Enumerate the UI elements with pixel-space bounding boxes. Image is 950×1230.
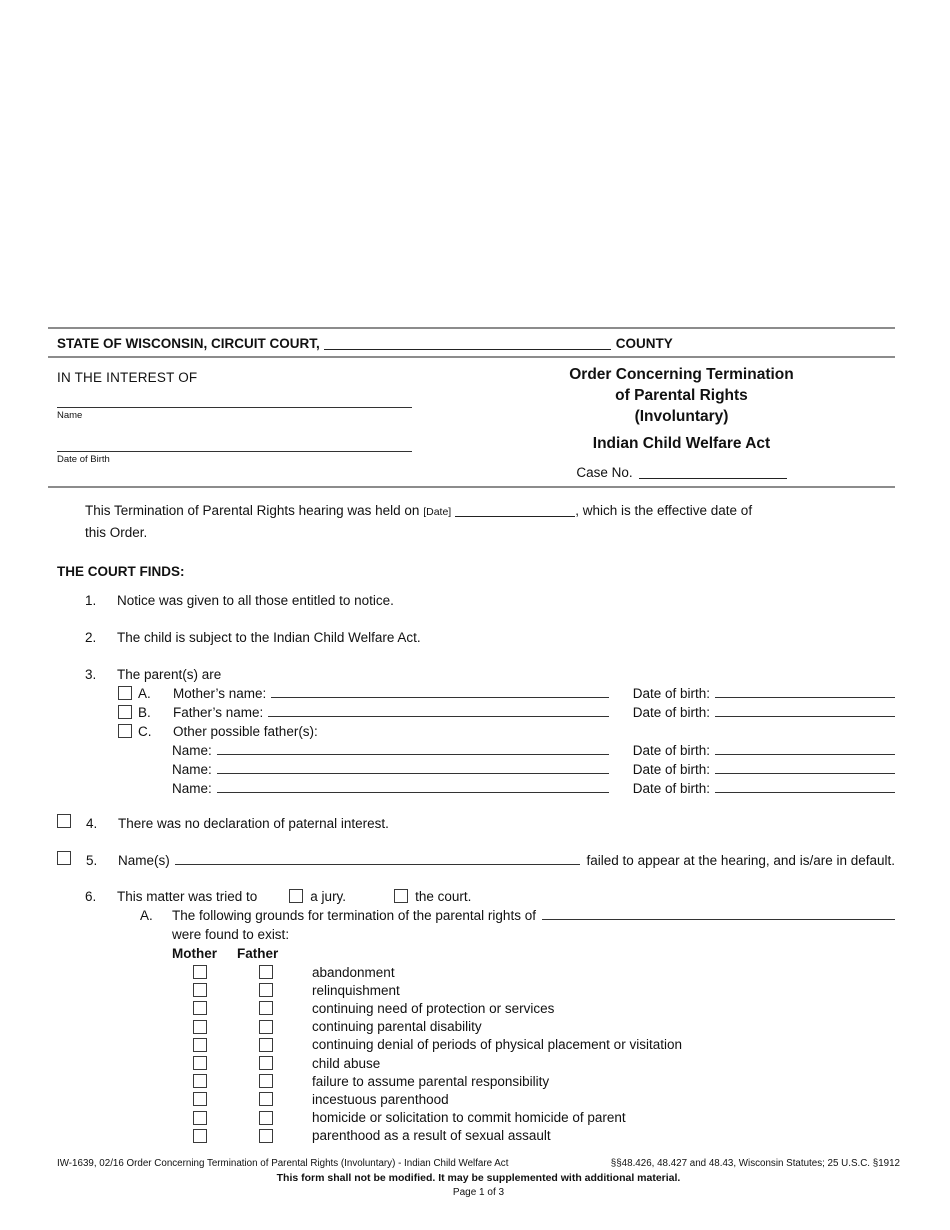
mother-ground-checkbox[interactable] <box>193 1111 207 1125</box>
ground-row-incestuous <box>193 1090 895 1108</box>
mother-ground-checkbox[interactable] <box>193 965 207 979</box>
item-5 <box>48 851 895 870</box>
form-title-line1: Order Concerning Termination <box>569 366 794 383</box>
intro-line2: this Order. <box>85 524 148 540</box>
item-5-prefix: Name(s) <box>118 853 170 868</box>
ground-row-sexual-assault <box>193 1127 895 1145</box>
mother-ground-checkbox[interactable] <box>193 1074 207 1088</box>
item-3-text: The parent(s) are <box>117 667 222 682</box>
item-4 <box>48 814 895 833</box>
state-header <box>48 327 895 358</box>
item-6a-line2: were found to exist: <box>172 927 290 942</box>
item-3 <box>85 665 895 684</box>
other-father-checkbox[interactable] <box>118 724 132 738</box>
mother-checkbox[interactable] <box>118 686 132 700</box>
father-row-letter: B. <box>138 705 151 720</box>
state-header-prefix: STATE OF WISCONSIN, CIRCUIT COURT, <box>57 336 320 351</box>
grounds-parent-line[interactable] <box>542 906 895 920</box>
other-dob-line-3[interactable] <box>715 779 895 793</box>
father-ground-checkbox[interactable] <box>259 1092 273 1106</box>
court-checkbox[interactable] <box>394 889 408 903</box>
footer-citation-row <box>57 1158 900 1169</box>
other-name-line-3[interactable] <box>217 779 609 793</box>
hearing-date-line[interactable] <box>455 503 575 517</box>
ground-label: homicide or solicitation to commit homicide of parent <box>312 1110 626 1126</box>
date-tag: [Date] <box>423 506 452 518</box>
mother-ground-checkbox[interactable] <box>193 1056 207 1070</box>
mother-name-label: Mother’s name: <box>173 686 267 701</box>
ground-row-child-abuse <box>193 1054 895 1072</box>
father-dob-line[interactable] <box>715 703 895 717</box>
other-father-row <box>118 722 895 741</box>
father-checkbox[interactable] <box>118 705 132 719</box>
default-names-line[interactable] <box>175 851 580 865</box>
ground-row-failure-responsibility <box>193 1072 895 1090</box>
footer-statutes: §§48.426, 48.427 and 48.43, Wisconsin Statutes; 25 U.S.C. §1912 <box>610 1158 900 1169</box>
footer-form-id: IW-1639, 02/16 Order Concerning Termination of Parental Rights (Involuntary) - Indian Child Welfare Act <box>57 1158 509 1169</box>
father-ground-checkbox[interactable] <box>259 1038 273 1052</box>
jury-label: a jury. <box>310 889 347 904</box>
ground-row-relinquishment <box>193 981 895 999</box>
item-1 <box>85 591 895 610</box>
footer-note: This form shall not be modified. It may be supplemented with additional material. <box>276 1172 681 1184</box>
other-father-row-letter: C. <box>138 724 152 739</box>
mother-row-letter: A. <box>138 686 151 701</box>
item-5-number: 5. <box>86 853 98 868</box>
dob-sublabel: Date of Birth <box>57 454 110 465</box>
form-title-line2: of Parental Rights <box>615 387 748 404</box>
item-6a-letter: A. <box>140 908 153 923</box>
father-name-label: Father’s name: <box>173 705 264 720</box>
ground-label: continuing denial of periods of physical placement or visitation <box>312 1037 682 1053</box>
item-6a-text: The following grounds for termination of the parental rights of <box>172 908 536 923</box>
mother-ground-checkbox[interactable] <box>193 1001 207 1015</box>
hearing-date-paragraph <box>85 501 885 542</box>
ground-label: child abuse <box>312 1055 381 1071</box>
other-dob-line-1[interactable] <box>715 741 895 755</box>
form-content <box>48 327 895 1145</box>
other-dob-line-2[interactable] <box>715 760 895 774</box>
name-sublabel: Name <box>57 410 83 421</box>
item-6-number: 6. <box>85 889 97 904</box>
other-name-row-3 <box>172 779 895 798</box>
other-dob-label-1: Date of birth: <box>632 743 710 758</box>
mother-name-line[interactable] <box>271 684 608 698</box>
caption-left <box>48 358 468 486</box>
mother-ground-checkbox[interactable] <box>193 1038 207 1052</box>
father-dob-label: Date of birth: <box>632 705 710 720</box>
item-1-number: 1. <box>85 593 97 608</box>
father-ground-checkbox[interactable] <box>259 1074 273 1088</box>
father-ground-checkbox[interactable] <box>259 1001 273 1015</box>
item-5-checkbox[interactable] <box>57 851 71 865</box>
other-name-label: Name: <box>172 762 212 777</box>
item-2-number: 2. <box>85 630 97 645</box>
intro-text-after: , which is the effective date of <box>575 503 753 518</box>
child-name-line[interactable] <box>57 407 412 408</box>
item-4-checkbox[interactable] <box>57 814 71 828</box>
mother-ground-checkbox[interactable] <box>193 1020 207 1034</box>
other-dob-label-2: Date of birth: <box>632 762 710 777</box>
father-column-header: Father <box>237 946 279 961</box>
mother-ground-checkbox[interactable] <box>193 983 207 997</box>
father-ground-checkbox[interactable] <box>259 965 273 979</box>
ground-label: relinquishment <box>312 982 400 998</box>
form-footer <box>57 1158 900 1198</box>
ground-label: continuing need of protection or services <box>312 1000 555 1016</box>
child-dob-line[interactable] <box>57 451 412 452</box>
ground-row-parental-disability <box>193 1018 895 1036</box>
father-ground-checkbox[interactable] <box>259 983 273 997</box>
ground-row-denial-placement <box>193 1036 895 1054</box>
item-4-text: There was no declaration of paternal interest. <box>118 816 389 831</box>
ground-label: incestuous parenthood <box>312 1091 449 1107</box>
mother-ground-checkbox[interactable] <box>193 1129 207 1143</box>
other-name-label: Name: <box>172 781 212 796</box>
item-1-text: Notice was given to all those entitled to notice. <box>117 593 394 608</box>
in-the-interest-of-label: IN THE INTEREST OF <box>57 370 198 385</box>
ground-label: parenthood as a result of sexual assault <box>312 1128 551 1144</box>
mother-dob-label: Date of birth: <box>632 686 710 701</box>
father-row <box>118 703 895 722</box>
caption-right <box>468 358 895 486</box>
intro-text-before: This Termination of Parental Rights hearing was held on <box>85 503 420 518</box>
court-finds-heading: THE COURT FINDS: <box>57 564 185 579</box>
item-2 <box>85 628 895 647</box>
father-ground-checkbox[interactable] <box>259 1056 273 1070</box>
ground-row-continuing-need <box>193 999 895 1017</box>
case-number-row <box>468 465 895 480</box>
form-title-line3: (Involuntary) <box>634 408 729 425</box>
item-3-number: 3. <box>85 667 97 682</box>
item-4-number: 4. <box>86 816 98 831</box>
ground-label: failure to assume parental responsibility <box>312 1073 550 1089</box>
state-header-suffix: COUNTY <box>615 336 673 351</box>
other-father-label: Other possible father(s): <box>173 724 318 739</box>
other-name-row-1 <box>172 741 895 760</box>
father-ground-checkbox[interactable] <box>259 1020 273 1034</box>
father-ground-checkbox[interactable] <box>259 1129 273 1143</box>
case-caption <box>48 358 895 488</box>
mother-dob-line[interactable] <box>715 684 895 698</box>
jury-checkbox[interactable] <box>289 889 303 903</box>
mother-row <box>118 684 895 703</box>
ground-row-abandonment <box>193 963 895 981</box>
case-number-line[interactable] <box>639 465 787 479</box>
court-label: the court. <box>415 889 472 904</box>
case-number-label: Case No. <box>576 465 633 480</box>
item-2-text: The child is subject to the Indian Child Welfare Act. <box>117 630 421 645</box>
father-name-line[interactable] <box>268 703 608 717</box>
ground-label: abandonment <box>312 964 395 980</box>
mother-ground-checkbox[interactable] <box>193 1092 207 1106</box>
ground-row-homicide <box>193 1109 895 1127</box>
item-6-text: This matter was tried to <box>117 889 258 904</box>
county-blank-line[interactable] <box>324 336 611 350</box>
other-name-row-2 <box>172 760 895 779</box>
item-5-suffix: failed to appear at the hearing, and is/are in default. <box>586 853 895 868</box>
ground-label: continuing parental disability <box>312 1019 482 1035</box>
mother-column-header: Mother <box>172 946 217 961</box>
other-dob-label-3: Date of birth: <box>632 781 710 796</box>
other-name-line-2[interactable] <box>217 760 609 774</box>
other-name-label: Name: <box>172 743 212 758</box>
grounds-column-headers <box>172 944 895 963</box>
footer-page-number: Page 1 of 3 <box>452 1187 505 1198</box>
form-title-icwa: Indian Child Welfare Act <box>592 435 771 452</box>
item-6a <box>140 906 895 925</box>
father-ground-checkbox[interactable] <box>259 1111 273 1125</box>
item-6 <box>85 887 895 906</box>
other-name-line-1[interactable] <box>217 741 609 755</box>
